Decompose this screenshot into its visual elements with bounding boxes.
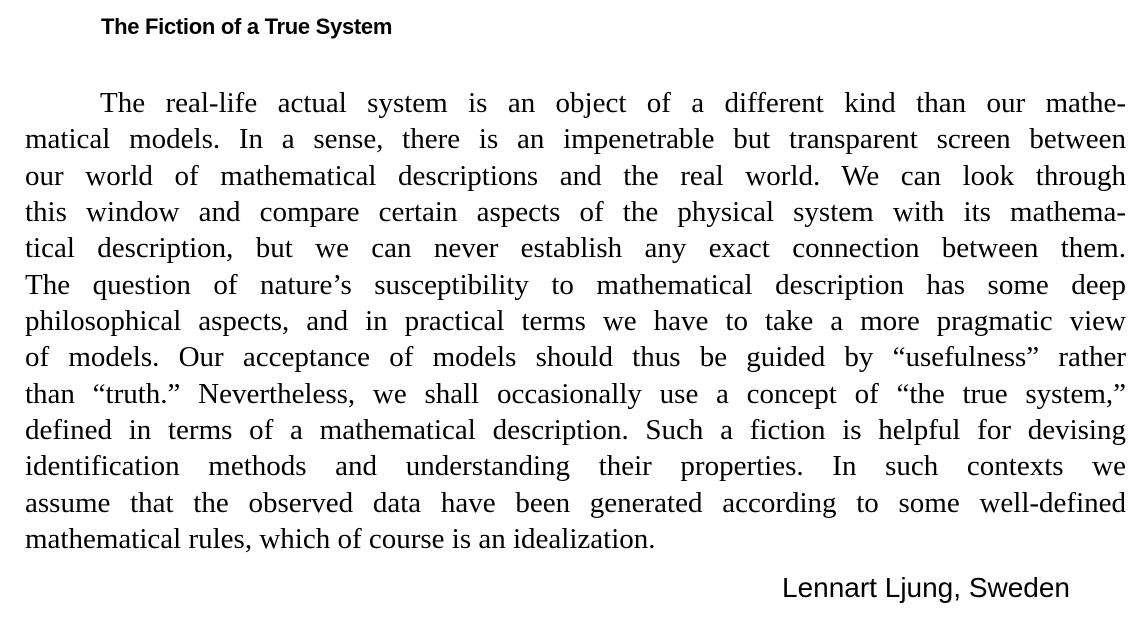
paragraph-line: mathematical rules, which of course is an idealization. (25, 523, 656, 556)
paragraph-line: assume that the observed data have been generated according to some well-defined (25, 486, 1126, 519)
paragraph-line: The real-life actual system is an object of a different kind than our mathe- (100, 87, 1126, 119)
paragraph-line: The question of nature’s susceptibility to mathematical description has some deep (25, 268, 1126, 301)
paragraph-line: philosophical aspects, and in practical terms we have to take a more pragmatic view (25, 305, 1126, 338)
paragraph-line: tical description, but we can never establish any exact connection between them. (25, 232, 1126, 265)
paragraph-line: our world of mathematical descriptions and the real world. We can look through (25, 159, 1126, 192)
paragraph-line: matical models. In a sense, there is an impenetrable but transparent screen between (25, 123, 1126, 156)
author-attribution: Lennart Ljung, Sweden (782, 572, 1070, 603)
paragraph-line: of models. Our acceptance of models should thus be guided by “usefulness” rather (25, 341, 1126, 374)
paragraph-line: defined in terms of a mathematical description. Such a fiction is helpful for devising (25, 414, 1126, 447)
section-heading: The Fiction of a True System (101, 14, 393, 39)
body-paragraph (25, 85, 1126, 557)
paragraph-line: identification methods and understanding their properties. In such contexts we (25, 450, 1126, 483)
paragraph-line: than “truth.” Nevertheless, we shall occasionally use a concept of “the true system,” (25, 377, 1126, 410)
paragraph-line: this window and compare certain aspects of the physical system with its mathema- (25, 196, 1126, 229)
